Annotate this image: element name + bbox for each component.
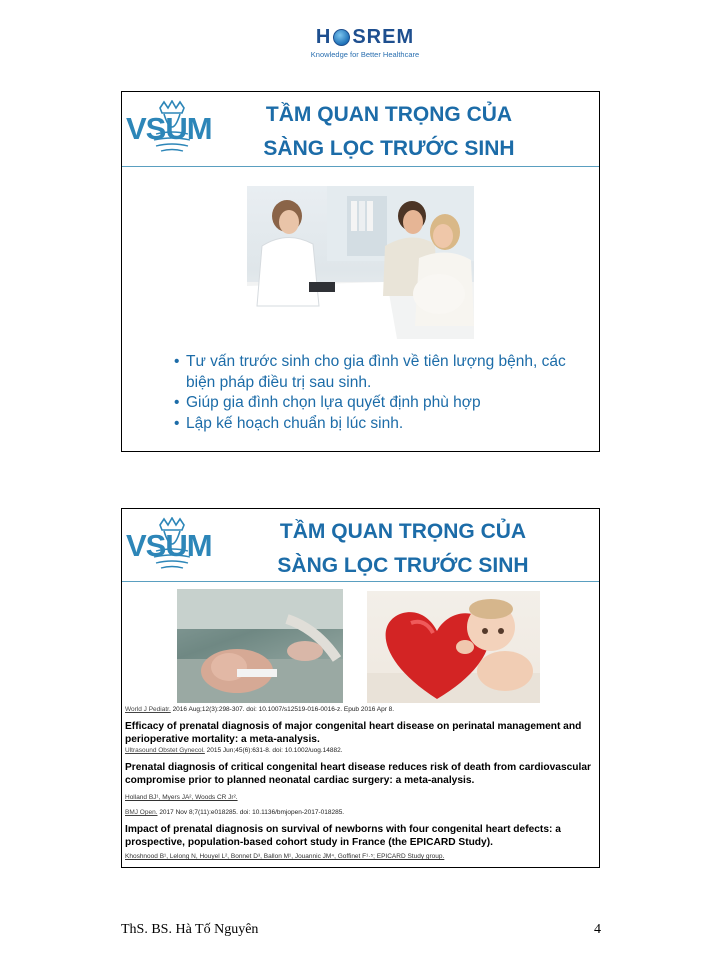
footer-page-number: 4 [594, 922, 601, 937]
vsum-logo-text: VSUM [126, 528, 212, 563]
slide-2-title-line1: TẦM QUAN TRỌNG CỦA [279, 520, 527, 543]
slide-1-bullet-list [174, 352, 574, 434]
slide-2-title-line2: SÀNG LỌC TRƯỚC SINH [277, 554, 529, 577]
slide-2-header [122, 509, 599, 582]
slide-2 [121, 508, 600, 868]
newborn-incubator-photo [177, 589, 343, 703]
footer-author: ThS. BS. Hà Tố Nguyên [121, 922, 259, 937]
slide-1 [121, 91, 600, 452]
bullet-item: • Lập kế hoạch chuẩn bị lúc sinh. [174, 414, 574, 435]
slide-2-title [213, 515, 593, 583]
hosrem-wordmark [300, 26, 430, 49]
reference-item [125, 746, 599, 803]
slide-1-title [199, 98, 579, 166]
reference-item [125, 808, 599, 862]
slide-1-title-line1: TẦM QUAN TRỌNG CỦA [265, 103, 513, 126]
reference-citation: World J Pediatr. 2016 Aug;12(3):298-307. doi: 10.1007/s12519-016-0016-z. Epub 2016 Apr 8. [125, 706, 395, 713]
reference-list [122, 705, 599, 862]
reference-journal-link[interactable]: World J Pediatr. [125, 706, 171, 713]
reference-authors[interactable]: Holland BJ¹, Myers JA², Woods CR Jr². [125, 794, 238, 801]
baby-heart-illustration [367, 591, 540, 703]
vsum-logo [126, 517, 218, 577]
hosrem-prefix: H [315, 26, 332, 48]
slide-1-header [122, 92, 599, 167]
reference-title: Impact of prenatal diagnosis on survival of newborns with four congenital heart defects: a prospective, population-based cohort study in France (the EPICARD Study). [125, 824, 561, 848]
globe-icon [333, 29, 350, 46]
consultation-photo [247, 186, 474, 339]
reference-citation: BMJ Open. 2017 Nov 8;7(11):e018285. doi: 10.1136/bmjopen-2017-018285. [125, 809, 345, 816]
bullet-item: • Tư vấn trước sinh cho gia đình về tiên lượng bệnh, các biện pháp điều trị sau sinh. [174, 352, 574, 393]
reference-item [125, 705, 599, 746]
bullet-item: • Giúp gia đình chọn lựa quyết định phù hợp [174, 393, 574, 414]
reference-citation: Ultrasound Obstet Gynecol. 2015 Jun;45(6):631-8. doi: 10.1002/uog.14882. [125, 747, 343, 754]
reference-journal-link[interactable]: BMJ Open. [125, 809, 158, 816]
hosrem-suffix: SREM [352, 26, 415, 48]
vsum-logo-text: VSUM [126, 111, 212, 146]
hosrem-logo [300, 26, 430, 66]
slide-1-title-line2: SÀNG LỌC TRƯỚC SINH [263, 137, 515, 160]
hosrem-tagline: Knowledge for Better Healthcare [310, 50, 420, 59]
reference-journal-link[interactable]: Ultrasound Obstet Gynecol. [125, 747, 205, 754]
doctor-couple-illustration [247, 186, 474, 339]
reference-authors[interactable]: Khoshnood B¹, Lelong N, Houyel L², Bonnet D³, Ballon M¹, Jouannic JM⁴, Goffinet F¹·⁵; EPICARD Study group. [125, 853, 445, 860]
reference-title: Efficacy of prenatal diagnosis of major congenital heart disease on perinatal management and perioperative mortality: a meta-analysis. [125, 721, 582, 745]
newborn-illustration [177, 589, 343, 703]
baby-heart-photo [367, 591, 540, 703]
reference-title: Prenatal diagnosis of critical congenital heart disease reduces risk of death from cardiovascular compromise prior to planned neonatal cardiac surgery: a meta-analysis. [125, 762, 591, 786]
